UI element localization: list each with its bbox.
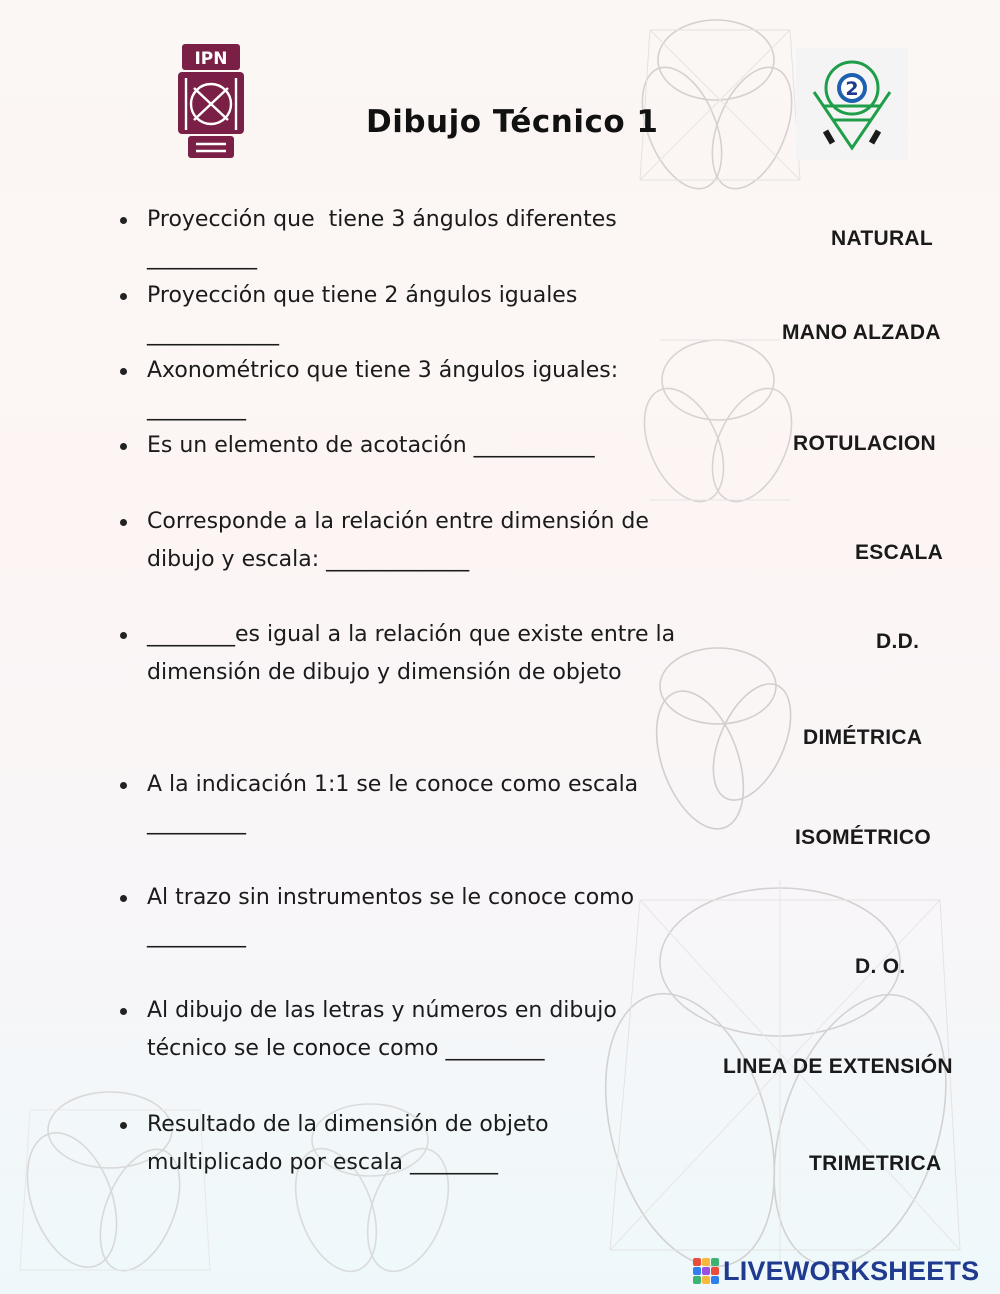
- school-logo-text: 2: [845, 78, 859, 100]
- question-text: Axonométrico que tiene 3 ángulos iguales: _________: [147, 358, 626, 421]
- answer-dimetrica[interactable]: DIMÉTRICA: [803, 726, 923, 749]
- answer-escala[interactable]: ESCALA: [855, 541, 944, 564]
- question-item: [120, 277, 680, 353]
- question-text: Al trazo sin instrumentos se le conoce como _________: [147, 885, 642, 948]
- question-item: [120, 766, 680, 842]
- answer-linea-de-extension[interactable]: LINEA DE EXTENSIÓN: [723, 1055, 953, 1078]
- question-item: [120, 503, 680, 579]
- question-text: Proyección que tiene 2 ángulos iguales ____________: [147, 283, 585, 346]
- question-item: [120, 352, 680, 428]
- question-item: [120, 616, 683, 692]
- page-title: Dibujo Técnico 1: [366, 104, 659, 140]
- answer-rotulacion[interactable]: ROTULACION: [793, 432, 936, 455]
- question-text: ________es igual a la relación que existe entre la dimensión de dibujo y dimensión de objeto: [147, 622, 683, 685]
- question-text: Resultado de la dimensión de objeto multiplicado por escala ________: [147, 1112, 556, 1175]
- answer-do[interactable]: D. O.: [855, 955, 906, 978]
- answer-mano-alzada[interactable]: MANO ALZADA: [782, 321, 941, 344]
- answer-trimetrica[interactable]: TRIMETRICA: [809, 1152, 942, 1175]
- question-text: Corresponde a la relación entre dimensión de dibujo y escala: _____________: [147, 509, 656, 572]
- liveworksheets-brand[interactable]: [693, 1254, 979, 1288]
- ipn-logo: [172, 44, 250, 164]
- question-item: [120, 992, 680, 1068]
- question-text: Es un elemento de acotación ___________: [147, 433, 595, 458]
- question-text: Proyección que tiene 3 ángulos diferentes __________: [147, 207, 624, 270]
- answer-isometrico[interactable]: ISOMÉTRICO: [795, 826, 932, 849]
- ipn-logo-text: IPN: [194, 49, 228, 69]
- question-item: [120, 879, 680, 955]
- school-logo: [796, 48, 908, 160]
- question-text: A la indicación 1:1 se le conoce como escala _________: [147, 772, 646, 835]
- liveworksheets-icon: [693, 1258, 719, 1284]
- question-item: [120, 1106, 680, 1182]
- answer-natural[interactable]: NATURAL: [831, 227, 934, 250]
- question-item: [120, 201, 680, 277]
- question-text: Al dibujo de las letras y números en dibujo técnico se le conoce como _________: [147, 998, 624, 1061]
- liveworksheets-text: LIVEWORKSHEETS: [723, 1255, 980, 1286]
- question-item: [120, 427, 680, 465]
- answer-dd[interactable]: D.D.: [876, 630, 920, 653]
